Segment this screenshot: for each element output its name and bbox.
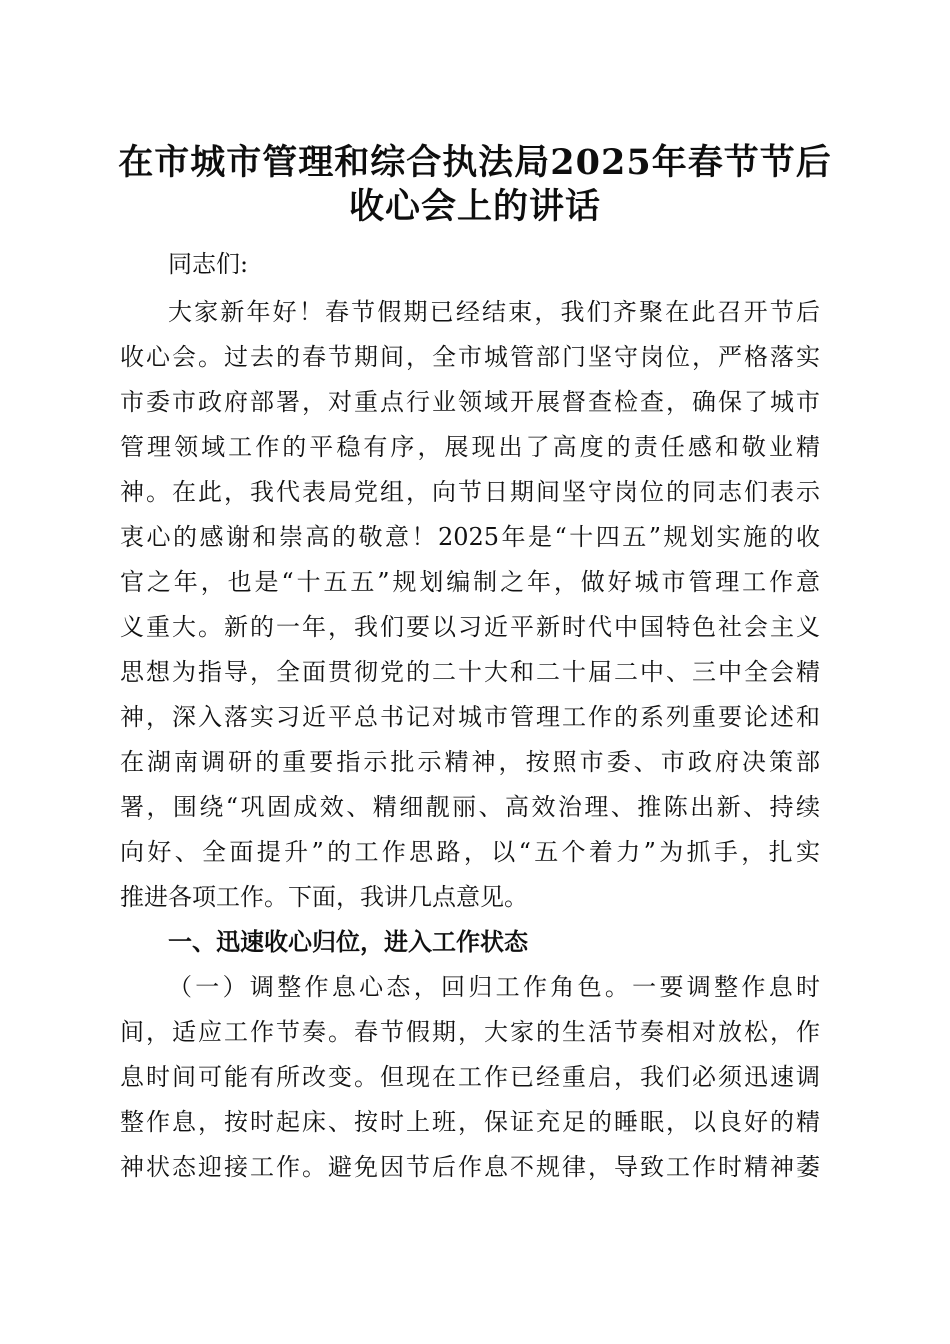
section-line-5: 神状态迎接工作。避免因节后作息不规律，导致工作时精神萎 [120, 1153, 820, 1181]
document-title-line-2: 收心会上的讲话 [348, 186, 601, 227]
intro-line-14: 推进各项工作。下面，我讲几点意见。 [120, 883, 528, 911]
intro-line-3: 市委市政府部署，对重点行业领域开展督查检查，确保了城市 [120, 388, 820, 416]
document-title-line-1: 在市城市管理和综合执法局2025年春节节后 [118, 142, 832, 183]
salutation: 同志们: [168, 250, 249, 278]
section-line-3: 息时间可能有所改变。但现在工作已经重启，我们必须迅速调 [120, 1063, 820, 1091]
intro-line-10: 神，深入落实习近平总书记对城市管理工作的系列重要论述和 [120, 703, 820, 731]
intro-line-13: 向好、全面提升”的工作思路，以“五个着力”为抓手，扎实 [120, 838, 820, 866]
intro-line-1: 大家新年好！春节假期已经结束，我们齐聚在此召开节后 [168, 298, 820, 326]
intro-line-8: 义重大。新的一年，我们要以习近平新时代中国特色社会主义 [120, 613, 820, 641]
intro-line-12: 署，围绕“巩固成效、精细靓丽、高效治理、推陈出新、持续 [120, 793, 820, 821]
intro-line-4: 管理领域工作的平稳有序，展现出了高度的责任感和敬业精 [120, 433, 820, 461]
section-line-2: 间，适应工作节奏。春节假期，大家的生活节奏相对放松，作 [120, 1018, 820, 1046]
intro-line-6: 衷心的感谢和崇高的敬意！2025年是“十四五”规划实施的收 [120, 523, 820, 551]
section-line-1: （一）调整作息心态，回归工作角色。一要调整作息时 [168, 973, 820, 1001]
section-heading: 一、迅速收心归位，进入工作状态 [168, 928, 528, 956]
intro-line-11: 在湖南调研的重要指示批示精神，按照市委、市政府决策部 [120, 748, 820, 776]
intro-line-7: 官之年，也是“十五五”规划编制之年，做好城市管理工作意 [120, 568, 820, 596]
intro-line-9: 思想为指导，全面贯彻党的二十大和二十届二中、三中全会精 [120, 658, 820, 686]
intro-line-2: 收心会。过去的春节期间，全市城管部门坚守岗位，严格落实 [120, 343, 820, 371]
section-line-4: 整作息，按时起床、按时上班，保证充足的睡眠，以良好的精 [120, 1108, 820, 1136]
intro-line-5: 神。在此，我代表局党组，向节日期间坚守岗位的同志们表示 [120, 478, 820, 506]
